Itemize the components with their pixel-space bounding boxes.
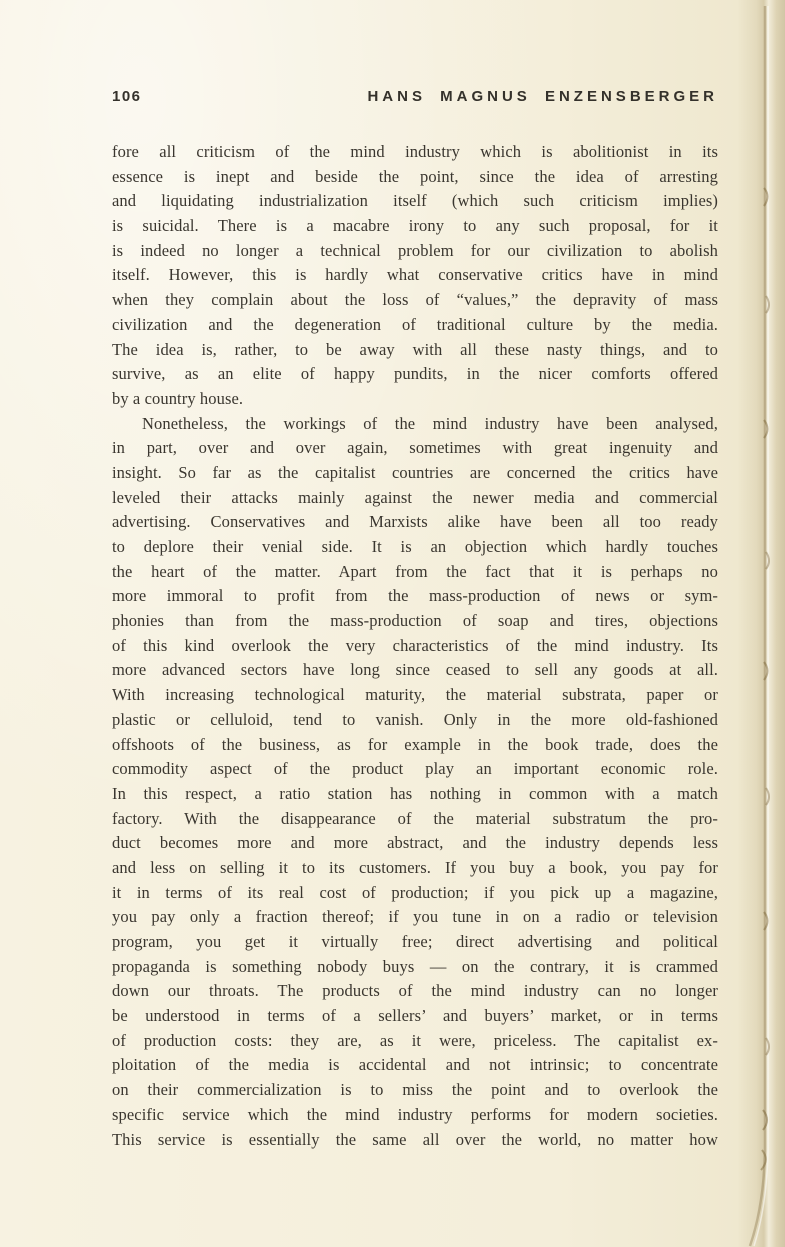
- text-block: [112, 140, 718, 1152]
- text-line: survive, as an elite of happy pundits, in the nicer comforts offered: [112, 364, 718, 384]
- text-line: civilization and the degeneration of traditional culture by the media.: [112, 314, 718, 334]
- text-line: on their commercialization is to miss the point and to overlook the: [112, 1080, 718, 1100]
- text-line: the heart of the matter. Apart from the fact that it is perhaps no: [112, 561, 718, 581]
- text-line: be understood in terms of a sellers’ and buyers’ market, or in terms: [112, 1006, 718, 1026]
- text-line: insight. So far as the capitalist countries are concerned the critics have: [112, 462, 718, 482]
- text-line: duct becomes more and more abstract, and the industry depends less: [112, 833, 718, 853]
- running-header: [112, 88, 718, 105]
- text-line: commodity aspect of the product play an important economic role.: [112, 759, 718, 779]
- text-line: down our throats. The products of the mind industry can no longer: [112, 981, 718, 1001]
- text-line: you pay only a fraction thereof; if you tune in on a radio or television: [112, 907, 718, 927]
- text-line: and liquidating industrialization itself (which such criticism implies): [112, 191, 718, 211]
- text-line: essence is inept and beside the point, since the idea of arresting: [112, 166, 718, 186]
- text-line: phonies than from the mass-production of soap and tires, objections: [112, 611, 718, 631]
- text-line: propaganda is something nobody buys — on the contrary, it is crammed: [112, 956, 718, 976]
- text-line: more advanced sectors have long since ceased to sell any goods at all.: [112, 660, 718, 680]
- text-line: and less on selling it to its customers. If you buy a book, you pay for: [112, 857, 718, 877]
- text-line: leveled their attacks mainly against the newer media and commercial: [112, 487, 718, 507]
- page-number: 106: [112, 88, 142, 105]
- text-line: to deplore their venial side. It is an objection which hardly touches: [112, 537, 718, 556]
- text-line: is suicidal. There is a macabre irony to any such proposal, for it: [112, 216, 718, 236]
- paragraph: [112, 140, 718, 412]
- text-line: itself. However, this is hardly what conservative critics have in mind: [112, 265, 718, 285]
- text-line: fore all criticism of the mind industry which is abolitionist in its: [112, 142, 718, 161]
- text-line: This service is essentially the same all over the world, no matter how: [112, 1129, 718, 1149]
- page-edge: [737, 0, 785, 1247]
- text-line: specific service which the mind industry performs for modern societies.: [112, 1104, 718, 1124]
- text-line: is indeed no longer a technical problem for our civilization to abolish: [112, 240, 718, 260]
- running-head-author: HANS MAGNUS ENZENSBERGER: [367, 88, 718, 105]
- text-line: in part, over and over again, sometimes with great ingenuity and: [112, 438, 718, 458]
- text-line: program, you get it virtually free; direct advertising and political: [112, 932, 718, 951]
- text-line: ploitation of the media is accidental and not intrinsic; to concentrate: [112, 1055, 718, 1075]
- page-edge-curl-icon: [737, 0, 785, 1247]
- text-line: it in terms of its real cost of production; if you pick up a magazine,: [112, 882, 718, 902]
- text-line: of this kind overlook the very characteristics of the mind industry. Its: [112, 635, 718, 655]
- text-line: In this respect, a ratio station has nothing in common with a match: [112, 783, 718, 803]
- text-line: advertising. Conservatives and Marxists alike have been all too ready: [112, 512, 718, 532]
- text-line: factory. With the disappearance of the material substratum the pro-: [112, 808, 718, 828]
- text-line: of production costs: they are, as it were, priceless. The capitalist ex-: [112, 1030, 718, 1050]
- text-line: plastic or celluloid, tend to vanish. Only in the more old-fashioned: [112, 709, 718, 729]
- paragraph: [112, 412, 718, 1153]
- text-line: Nonetheless, the workings of the mind industry have been analysed,: [142, 413, 718, 433]
- text-line: With increasing technological maturity, the material substrata, paper or: [112, 685, 718, 705]
- text-line: offshoots of the business, as for example in the book trade, does the: [112, 734, 718, 754]
- text-line: more immoral to profit from the mass-production of news or sym-: [112, 586, 718, 606]
- text-line: by a country house.: [112, 388, 244, 408]
- text-line: The idea is, rather, to be away with all these nasty things, and to: [112, 339, 718, 359]
- text-line: when they complain about the loss of “values,” the depravity of mass: [112, 290, 718, 310]
